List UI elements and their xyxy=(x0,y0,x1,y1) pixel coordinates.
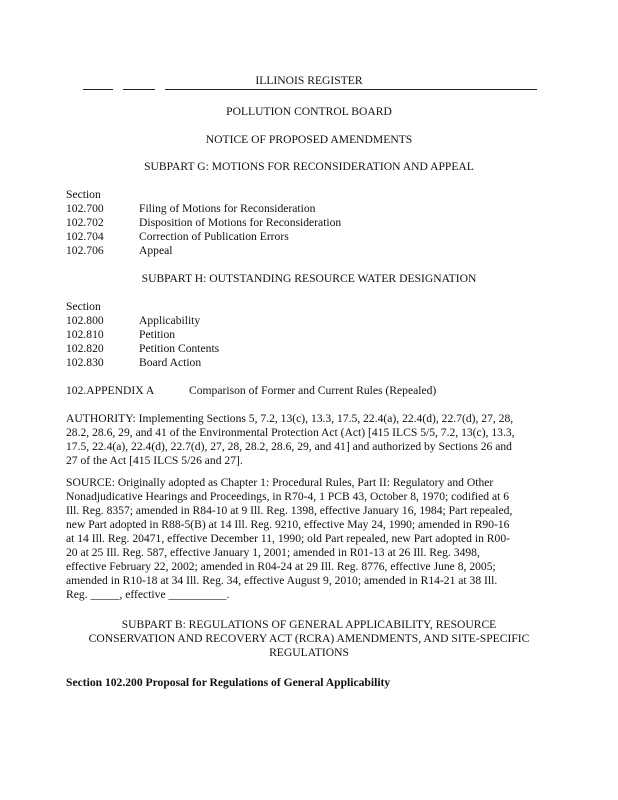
paragraph-line: Ill. Reg. 8357; amended in R84-10 at 9 Ill. Reg. 1398, effective January 16, 1984; Part repealed, xyxy=(66,504,513,517)
section-title: Petition Contents xyxy=(139,342,220,355)
section-label: Section xyxy=(66,300,101,313)
section-title: Petition xyxy=(139,328,176,341)
section-number: 102.800 xyxy=(66,314,104,327)
paragraph-line: 27 of the Act [415 ILCS 5/26 and 27]. xyxy=(66,454,243,467)
appendix-label: 102.APPENDIX A xyxy=(66,384,155,397)
section-title: Board Action xyxy=(139,356,202,369)
section-number: 102.706 xyxy=(66,244,104,257)
header-rule-long xyxy=(165,89,537,90)
section-title: Disposition of Motions for Reconsideration xyxy=(139,216,342,229)
paragraph-line: AUTHORITY: Implementing Sections 5, 7.2, 13(c), 13.3, 17.5, 22.4(a), 22.4(d), 22.7(d), 27, 28, xyxy=(66,412,514,425)
section-title: Appeal xyxy=(139,244,173,257)
section-number: 102.830 xyxy=(66,356,104,369)
subpart-g-title: SUBPART G: MOTIONS FOR RECONSIDERATION AND APPEAL xyxy=(144,160,474,173)
paragraph-line: amended in R10-18 at 34 Ill. Reg. 34, effective August 9, 2010; amended in R14-21 at 38 Ill. xyxy=(66,574,498,587)
subpart-h-title: SUBPART H: OUTSTANDING RESOURCE WATER DESIGNATION xyxy=(141,272,477,285)
section-number: 102.810 xyxy=(66,328,104,341)
paragraph-line: new Part adopted in R88-5(B) at 14 Ill. Reg. 9210, effective May 24, 1990; amended in R90-16 xyxy=(66,518,510,531)
section-number: 102.702 xyxy=(66,216,104,229)
header-rule-short-1 xyxy=(83,89,113,90)
paragraph-line: Nonadjudicative Hearings and Proceedings, in R70-4, 1 PCB 43, October 8, 1970; codified at 6 xyxy=(66,490,510,503)
section-title: Filing of Motions for Reconsideration xyxy=(139,202,316,215)
register-title: ILLINOIS REGISTER xyxy=(255,74,363,87)
paragraph-line: 17.5, 22.4(a), 22.4(d), 22.7(d), 27, 28, 28.2, 28.6, 29, and 41] and authorized by Sections 26 and xyxy=(66,440,512,453)
paragraph-line: SOURCE: Originally adopted as Chapter 1: Procedural Rules, Part II: Regulatory and Other xyxy=(66,476,494,489)
section-title: Applicability xyxy=(139,314,201,327)
authority-paragraph xyxy=(66,412,552,468)
section-number: 102.700 xyxy=(66,202,104,215)
paragraph-line: Reg. _____, effective __________. xyxy=(66,588,230,601)
section-number: 102.704 xyxy=(66,230,104,243)
section-label: Section xyxy=(66,188,101,201)
appendix-title: Comparison of Former and Current Rules (Repealed) xyxy=(189,384,437,397)
paragraph-line: effective February 22, 2002; amended in R04-24 at 29 Ill. Reg. 8776, effective June 8, 2005; xyxy=(66,560,496,573)
subpart-b-title-line: REGULATIONS xyxy=(269,646,349,659)
section-heading: Section 102.200 Proposal for Regulations of General Applicability xyxy=(66,676,391,689)
paragraph-line: 28.2, 28.6, 29, and 41 of the Environmental Protection Act (Act) [415 ILCS 5/5, 7.2, 13(c), 13.3, xyxy=(66,426,515,439)
section-title: Correction of Publication Errors xyxy=(139,230,289,243)
board-title: POLLUTION CONTROL BOARD xyxy=(226,105,392,118)
paragraph-line: 20 at 25 Ill. Reg. 587, effective January 1, 2001; amended in R01-13 at 26 Ill. Reg. 3498, xyxy=(66,546,480,559)
section-number: 102.820 xyxy=(66,342,104,355)
paragraph-line: at 14 Ill. Reg. 20471, effective December 11, 1990; old Part repealed, new Part adopted in R00- xyxy=(66,532,510,545)
source-paragraph xyxy=(66,476,552,602)
notice-title: NOTICE OF PROPOSED AMENDMENTS xyxy=(205,133,413,146)
header-rule-short-2 xyxy=(123,89,155,90)
subpart-b-title-line: CONSERVATION AND RECOVERY ACT (RCRA) AMENDMENTS, AND SITE-SPECIFIC xyxy=(88,632,530,645)
subpart-b-title-line: SUBPART B: REGULATIONS OF GENERAL APPLICABILITY, RESOURCE xyxy=(121,618,497,631)
